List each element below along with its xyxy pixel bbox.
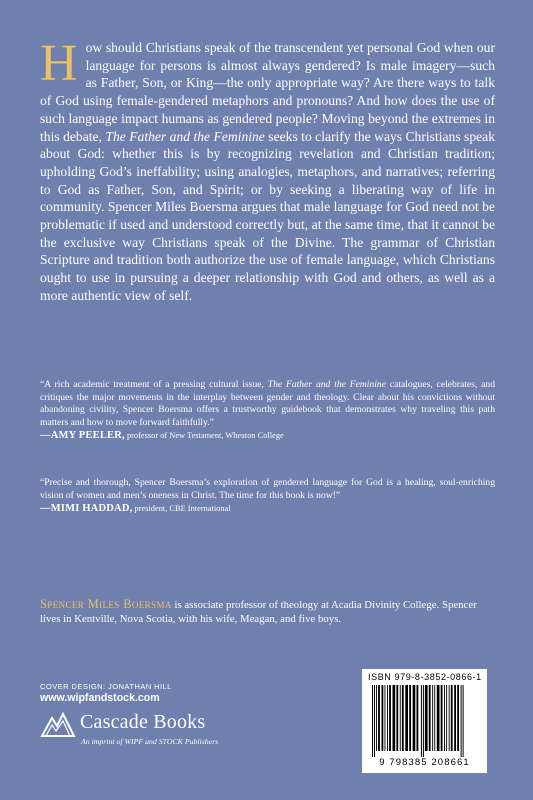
barcode-bar bbox=[413, 685, 416, 751]
author-name: Spencer Miles Boersma bbox=[40, 597, 172, 611]
endorser-role: president, CBE International bbox=[132, 504, 231, 514]
author-bio-text: is associate professor of theology at Acadia Divinity College. Spencer lives in Kentville, Nova Scotia, with his wife, Meagan, and five boys. bbox=[40, 599, 477, 626]
author-bio bbox=[40, 597, 495, 627]
endorsement-peeler bbox=[40, 379, 495, 443]
barcode-bar bbox=[393, 685, 396, 751]
blurb-text-start: ow should Christians speak of the transcendent yet personal God when our language for persons is almost always gendered? Is male imagery—such as Father, Son, or King—the only appropriate way? Are there ways to talk of God using female-gendered metaphors and pronouns? And how does the use of such language impact humans as gendered people? Moving beyond the extremes in this debate, bbox=[40, 40, 495, 144]
barcode-bar bbox=[396, 685, 398, 751]
endorsement-attribution bbox=[40, 430, 495, 443]
endorser-name: —MIMI HADDAD, bbox=[40, 503, 133, 515]
endorser-name: —AMY PEELER, bbox=[40, 430, 125, 442]
drop-cap: H bbox=[40, 35, 78, 92]
barcode-bar bbox=[454, 685, 456, 751]
barcode-bar bbox=[429, 685, 431, 751]
endorsement-haddad bbox=[40, 477, 495, 516]
barcode-bar bbox=[378, 685, 380, 751]
ean-digits: 9 798385 208661 bbox=[379, 757, 470, 768]
barcode-bar bbox=[434, 685, 435, 751]
barcode-bar bbox=[387, 685, 388, 751]
barcode-bar bbox=[432, 685, 433, 751]
barcode-bar bbox=[446, 685, 447, 751]
barcode-bar bbox=[423, 685, 424, 757]
endorsement-text-end: catalogues, celebrates, and critiques the major movements in the interplay between gender and theology. Clear about his convictions without abandoning civility, Spencer Boersma offers a trustworthy guidebook that demonstrates why traveling this path matters and how to move forward faithfully.” bbox=[40, 379, 496, 428]
endorsement-attribution bbox=[40, 503, 495, 516]
barcode-bar bbox=[374, 685, 375, 757]
blurb-book-title: The Father and the Feminine bbox=[105, 128, 265, 144]
barcode-bar bbox=[405, 685, 408, 751]
description-blurb bbox=[40, 35, 496, 305]
barcode-bar bbox=[376, 685, 377, 751]
barcode-bar bbox=[451, 685, 453, 751]
endorser-role: professor of New Testament, Wheaton College bbox=[124, 431, 284, 441]
barcode-bar bbox=[461, 685, 462, 757]
endorsement-text-start: “A rich academic treatment of a pressing cultural issue, bbox=[40, 379, 268, 390]
barcode-bar bbox=[417, 685, 419, 751]
barcode-bar bbox=[385, 685, 386, 751]
barcode-bar bbox=[400, 685, 401, 751]
barcode-bar bbox=[441, 685, 443, 751]
mountain-peaks-icon bbox=[40, 710, 76, 738]
publisher-name: Cascade Books bbox=[80, 711, 206, 733]
blurb-text-end: seeks to clarify the ways Christians speak about God: whether this is by recognizing revelation and Christian tradition; upholding God’s ineffability; using analogies, metaphors, and narratives; referring to God as Father, Son, and Spirit; or by seeking a liberating way of life in community. Spencer Miles Boersma argues that male language for God need not be problematic if used and understood correctly but, at the same time, that it cannot be the exclusive way Christians speak of the Divine. The grammar of Christian Scripture and tradition both authorize the use of female language, which Christians ought to use in pursuing a deeper relationship with God and others, as well as a more authentic view of self. bbox=[40, 128, 496, 303]
barcode-bar bbox=[421, 685, 422, 757]
endorsement-text: “Precise and thorough, Spencer Boersma’s exploration of gendered language for God is a healing, soul-enriching vision of women and men’s oneness in Christ. The time for this book is now!” bbox=[40, 477, 495, 501]
barcode-bar bbox=[437, 685, 440, 751]
barcode-bar bbox=[425, 685, 428, 751]
publisher-tagline: An imprint of WIPF and STOCK Publishers bbox=[81, 737, 219, 746]
barcode-bar bbox=[463, 685, 464, 757]
barcode-bar bbox=[372, 685, 373, 757]
barcode-bar bbox=[457, 685, 459, 751]
barcode-bar bbox=[402, 685, 404, 751]
publisher-imprint bbox=[40, 710, 250, 750]
cover-design-credit: COVER DESIGN: JONATHAN HILL bbox=[40, 682, 172, 691]
isbn-label: ISBN 979-8-3852-0866-1 bbox=[368, 672, 482, 682]
barcode-bar bbox=[382, 685, 384, 751]
isbn-barcode bbox=[362, 669, 487, 773]
barcode-bar bbox=[444, 685, 445, 751]
barcode-bar bbox=[409, 685, 411, 751]
barcode-bar bbox=[449, 685, 450, 751]
barcode-bars bbox=[372, 685, 477, 757]
barcode-bar bbox=[389, 685, 391, 751]
endorsement-book-title: The Father and the Feminine bbox=[267, 379, 386, 390]
publisher-website: www.wipfandstock.com bbox=[40, 692, 160, 704]
